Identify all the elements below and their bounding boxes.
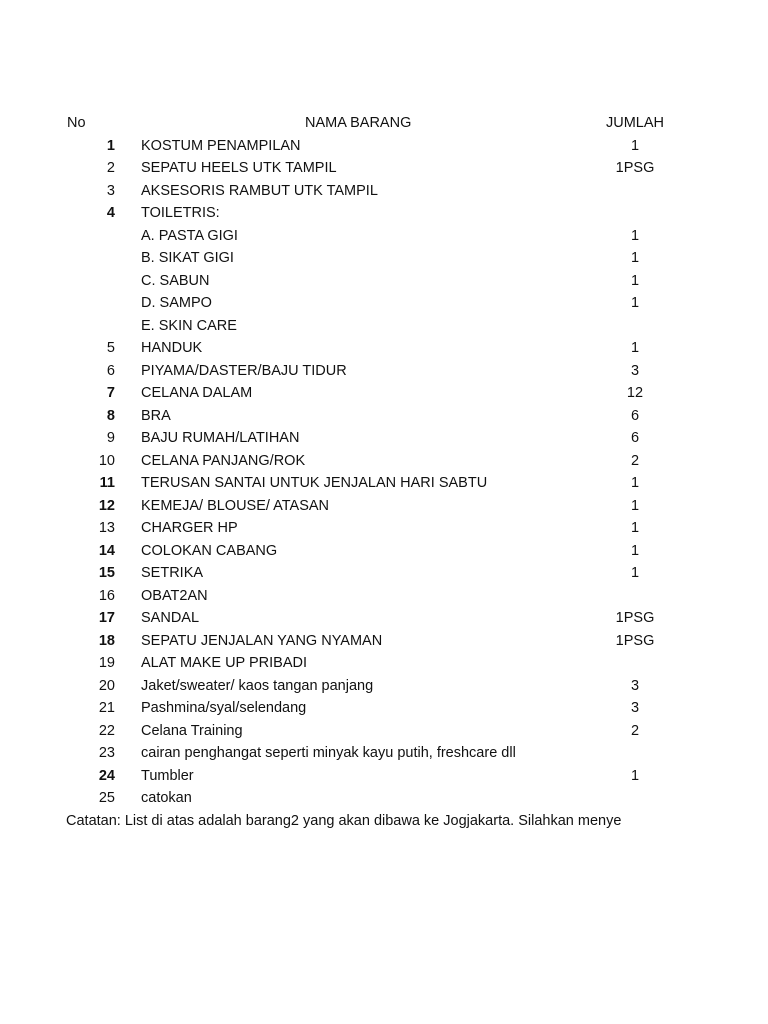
- row-number: 20: [98, 677, 115, 694]
- header-item-name: NAMA BARANG: [305, 115, 412, 131]
- table-row: [0, 765, 768, 788]
- row-item-name: SANDAL: [141, 610, 200, 626]
- row-quantity: 1PSG: [615, 160, 655, 176]
- table-row: [0, 315, 768, 338]
- table-row: [0, 787, 768, 810]
- table-row: [0, 157, 768, 180]
- row-item-name: D. SAMPO: [141, 295, 212, 311]
- row-item-name: C. SABUN: [141, 272, 210, 289]
- row-quantity: 3: [630, 700, 640, 716]
- row-number: 18: [98, 632, 115, 649]
- table-row: [0, 607, 768, 630]
- packing-list-sheet: [0, 112, 768, 832]
- row-number: 5: [106, 340, 115, 356]
- table-row: [0, 630, 768, 653]
- row-number: 14: [98, 542, 115, 559]
- table-row: [0, 472, 768, 495]
- row-item-name: PIYAMA/DASTER/BAJU TIDUR: [141, 362, 347, 379]
- table-row: [0, 517, 768, 540]
- row-number: 3: [106, 182, 115, 199]
- row-item-name: COLOKAN CABANG: [141, 542, 278, 559]
- table-row: [0, 562, 768, 585]
- row-item-name: CELANA PANJANG/ROK: [141, 452, 306, 469]
- row-number: 8: [106, 407, 115, 424]
- row-quantity: 6: [630, 430, 640, 446]
- row-item-name: cairan penghangat seperti minyak kayu putih, freshcare dll: [141, 745, 516, 761]
- row-number: 7: [106, 385, 115, 401]
- row-number: 6: [106, 362, 115, 379]
- row-number: 11: [99, 475, 115, 491]
- table-row: [0, 540, 768, 563]
- row-item-name: B. SIKAT GIGI: [141, 250, 234, 266]
- table-row: [0, 697, 768, 720]
- table-row: [0, 270, 768, 293]
- row-item-name: Jaket/sweater/ kaos tangan panjang: [141, 677, 374, 694]
- row-number: 22: [98, 722, 115, 739]
- row-item-name: SETRIKA: [141, 565, 204, 581]
- row-item-name: KEMEJA/ BLOUSE/ ATASAN: [141, 497, 330, 514]
- row-item-name: BRA: [141, 407, 171, 424]
- row-number: 1: [106, 137, 115, 154]
- table-row: [0, 382, 768, 405]
- row-number: 23: [98, 745, 115, 761]
- row-number: 24: [98, 767, 115, 784]
- row-number: 16: [98, 587, 115, 604]
- row-item-name: TOILETRIS:: [141, 205, 220, 221]
- row-number: 4: [106, 205, 115, 221]
- footer-note-row: [0, 810, 768, 833]
- footer-note: Catatan: List di atas adalah barang2 yang akan dibawa ke Jogjakarta. Silahkan menye: [66, 812, 622, 829]
- row-number: 19: [98, 655, 115, 671]
- row-quantity: 1: [630, 767, 640, 784]
- row-number: 15: [98, 565, 115, 581]
- row-quantity: 2: [630, 722, 640, 739]
- table-row: [0, 360, 768, 383]
- row-quantity: 3: [630, 362, 640, 379]
- row-quantity: 3: [630, 677, 640, 694]
- row-number: 13: [98, 520, 115, 536]
- row-number: 17: [98, 610, 115, 626]
- row-quantity: 1: [630, 475, 640, 491]
- row-item-name: TERUSAN SANTAI UNTUK JENJALAN HARI SABTU: [141, 475, 488, 491]
- row-quantity: 1: [630, 542, 640, 559]
- table-row: [0, 652, 768, 675]
- row-item-name: KOSTUM PENAMPILAN: [141, 137, 301, 154]
- table-row: [0, 135, 768, 158]
- row-quantity: 1: [630, 520, 640, 536]
- row-number: 12: [98, 497, 115, 514]
- row-item-name: Celana Training: [141, 722, 243, 739]
- row-quantity: 1: [630, 497, 640, 514]
- row-quantity: 1: [630, 137, 640, 154]
- table-row: [0, 450, 768, 473]
- row-item-name: E. SKIN CARE: [141, 317, 237, 334]
- header-quantity: JUMLAH: [605, 115, 664, 131]
- row-item-name: CHARGER HP: [141, 520, 238, 536]
- row-item-name: A. PASTA GIGI: [141, 227, 238, 244]
- row-number: 25: [98, 790, 115, 806]
- row-item-name: ALAT MAKE UP PRIBADI: [141, 655, 307, 671]
- row-quantity: 1: [630, 565, 640, 581]
- row-quantity: 2: [630, 452, 640, 469]
- header-no: No: [67, 115, 86, 131]
- row-item-name: SEPATU JENJALAN YANG NYAMAN: [141, 632, 383, 649]
- table-row: [0, 247, 768, 270]
- row-item-name: Pashmina/syal/selendang: [141, 700, 307, 716]
- row-item-name: HANDUK: [141, 340, 203, 356]
- row-quantity: 1PSG: [615, 610, 655, 626]
- row-quantity: 12: [626, 385, 644, 401]
- row-item-name: SEPATU HEELS UTK TAMPIL: [141, 160, 337, 176]
- row-item-name: BAJU RUMAH/LATIHAN: [141, 430, 300, 446]
- row-number: 10: [98, 452, 115, 469]
- row-item-name: OBAT2AN: [141, 587, 208, 604]
- row-quantity: 1: [630, 295, 640, 311]
- table-row: [0, 495, 768, 518]
- row-number: 2: [106, 160, 115, 176]
- table-row: [0, 225, 768, 248]
- table-row: [0, 585, 768, 608]
- table-row: [0, 202, 768, 225]
- row-item-name: catokan: [141, 790, 192, 806]
- row-number: 9: [106, 430, 115, 446]
- row-quantity: 6: [630, 407, 640, 424]
- table-row: [0, 292, 768, 315]
- row-quantity: 1: [630, 340, 640, 356]
- item-rows: [0, 135, 768, 810]
- header-row: [0, 112, 768, 135]
- row-item-name: CELANA DALAM: [141, 385, 253, 401]
- table-row: [0, 427, 768, 450]
- table-row: [0, 405, 768, 428]
- row-quantity: 1: [630, 272, 640, 289]
- row-item-name: Tumbler: [141, 767, 194, 784]
- table-row: [0, 337, 768, 360]
- row-quantity: 1PSG: [615, 632, 655, 649]
- row-item-name: AKSESORIS RAMBUT UTK TAMPIL: [141, 182, 378, 199]
- table-row: [0, 180, 768, 203]
- table-row: [0, 720, 768, 743]
- row-number: 21: [98, 700, 115, 716]
- table-row: [0, 675, 768, 698]
- row-quantity: 1: [630, 250, 640, 266]
- row-quantity: 1: [630, 227, 640, 244]
- table-row: [0, 742, 768, 765]
